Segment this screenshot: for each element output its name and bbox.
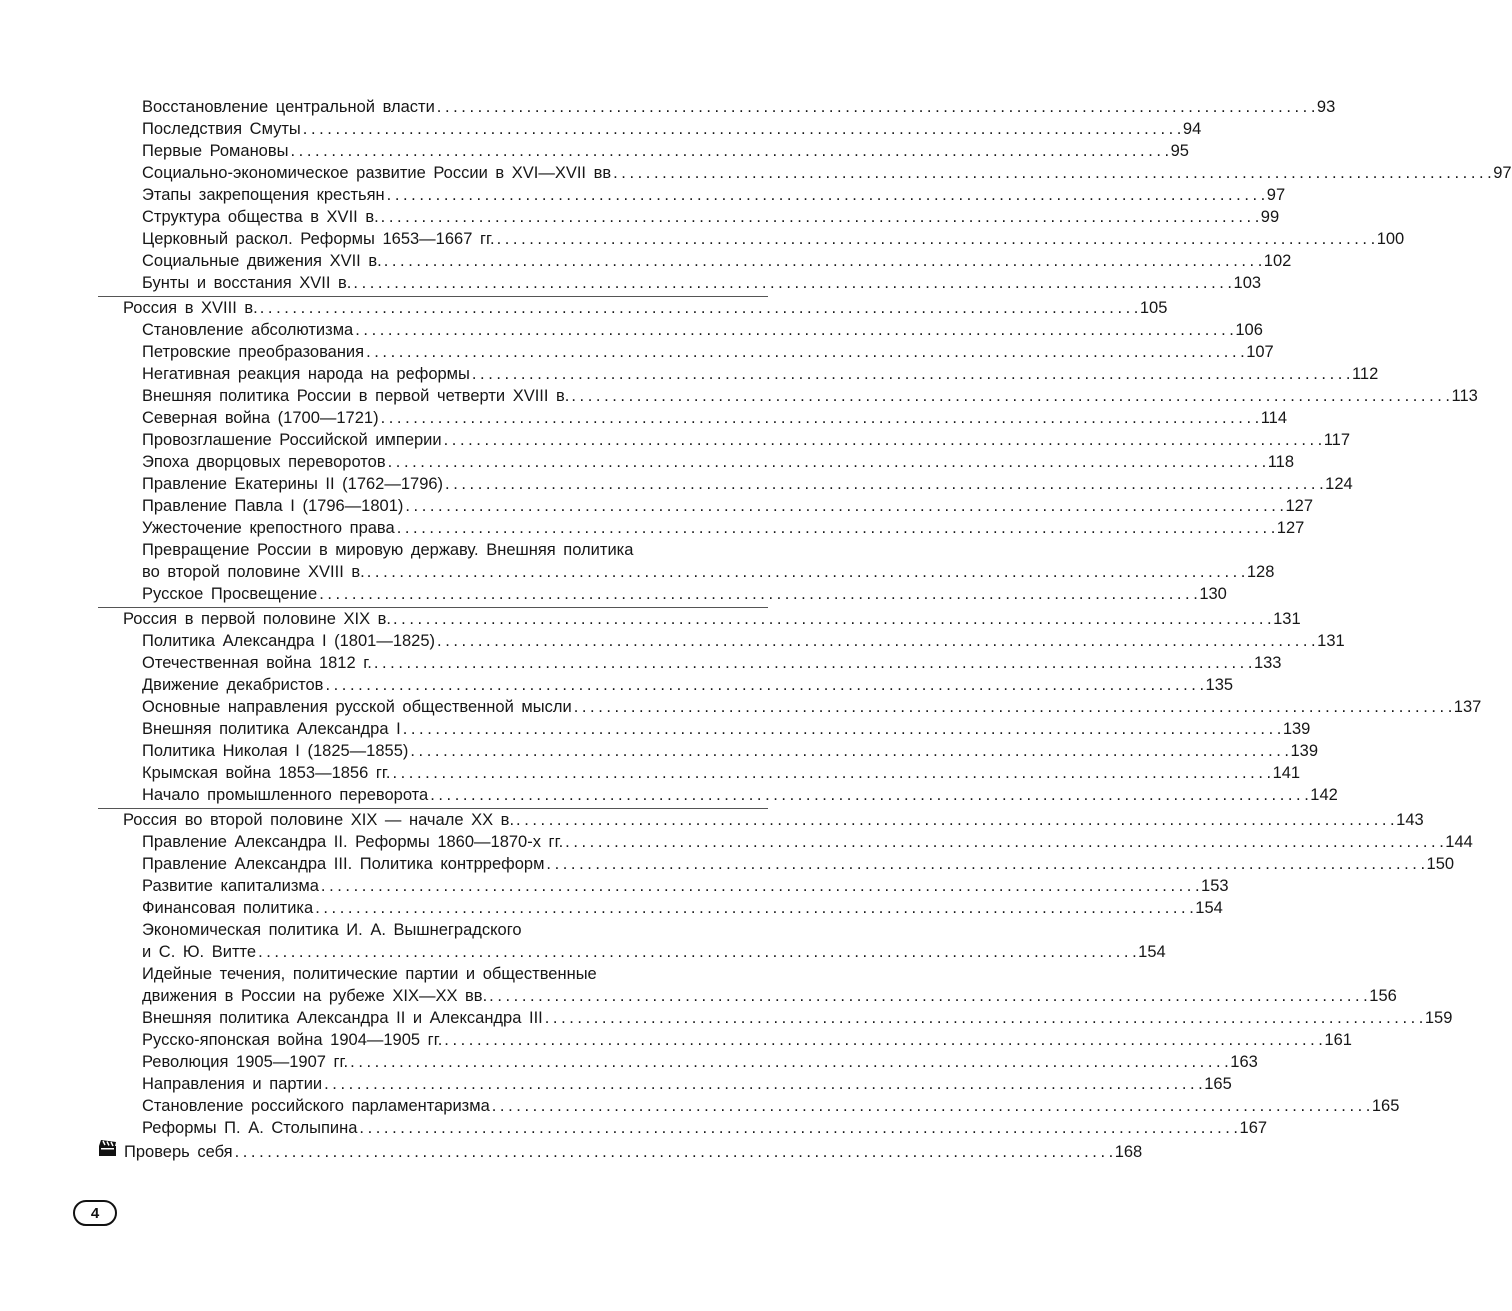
toc-title: Правление Александра III. Политика контрреформ — [142, 855, 545, 873]
toc-title: Внешняя политика Александра II и Александра III — [142, 1009, 543, 1027]
toc-entry[interactable] — [98, 96, 1336, 118]
toc-leader-dots — [391, 608, 1273, 630]
toc-title: Проверь себя — [124, 1143, 233, 1161]
toc-entry[interactable] — [98, 583, 1227, 605]
toc-title: Политика Николая I (1825—1855) — [142, 742, 409, 760]
toc-leader-dots — [611, 162, 1493, 184]
toc-page-number: 127 — [1285, 497, 1314, 515]
toc-entry[interactable] — [98, 652, 1282, 674]
toc-entry[interactable] — [98, 319, 1263, 341]
toc-entry[interactable] — [98, 517, 1305, 539]
toc-leader-dots — [313, 897, 1195, 919]
toc-title: Правление Павла I (1796—1801) — [142, 497, 404, 515]
toc-title: Негативная реакция народа на реформы — [142, 365, 470, 383]
toc-title: Движение декабристов — [142, 676, 324, 694]
toc-leader-dots — [487, 985, 1369, 1007]
toc-title: Церковный раскол. Реформы 1653—1667 гг. — [142, 230, 495, 248]
toc-page-number: 100 — [1376, 230, 1405, 248]
toc-entry[interactable] — [98, 272, 1262, 294]
toc-page-number: 112 — [1351, 365, 1379, 383]
toc-entry[interactable] — [98, 118, 1202, 140]
toc-title: Экономическая политика И. А. Вышнеградского — [142, 921, 522, 939]
toc-entry[interactable] — [98, 853, 1455, 875]
toc-leader-dots — [495, 228, 1377, 250]
toc-page-number: 165 — [1204, 1075, 1232, 1093]
toc-entry[interactable] — [98, 1051, 1258, 1073]
toc-page-number: 105 — [1139, 299, 1168, 317]
toc-leader-dots — [365, 561, 1247, 583]
toc-title: Отечественная война 1812 г. — [142, 654, 372, 672]
toc-page-number: 153 — [1201, 877, 1229, 895]
toc-title: Провозглашение Российской империи — [142, 431, 442, 449]
toc-entry[interactable] — [98, 696, 1482, 718]
toc-page-number: 161 — [1324, 1031, 1352, 1049]
toc-entry[interactable] — [98, 162, 1512, 184]
toc-title: Превращение России в мировую державу. Внешняя политика — [142, 541, 634, 559]
toc-page-number: 127 — [1276, 519, 1305, 537]
toc-leader-dots — [408, 740, 1290, 762]
toc-leader-dots — [301, 118, 1183, 140]
toc-leader-dots — [233, 1141, 1115, 1163]
toc-title: Внешняя политика Александра I — [142, 720, 401, 738]
toc-leader-dots — [443, 473, 1325, 495]
toc-title: Становление абсолютизма — [142, 321, 354, 339]
toc-leader-dots — [442, 1029, 1324, 1051]
toc-entry[interactable] — [98, 1073, 1232, 1095]
toc-title: Первые Романовы — [142, 142, 289, 160]
toc-page-number: 165 — [1371, 1097, 1400, 1115]
toc-page-number: 139 — [1282, 720, 1311, 738]
toc-page-number: 143 — [1396, 811, 1424, 829]
toc-entry[interactable] — [98, 1117, 1268, 1139]
toc-entry[interactable] — [98, 473, 1353, 495]
toc-page-number: 131 — [1273, 610, 1301, 628]
toc-leader-dots — [353, 319, 1235, 341]
toc-entry[interactable] — [98, 963, 768, 985]
toc-leader-dots — [386, 451, 1268, 473]
toc-leader-dots — [543, 1007, 1425, 1029]
toc-title: Политика Александра I (1801—1825) — [142, 632, 436, 650]
toc-page-number: 103 — [1233, 274, 1262, 292]
toc-title: Финансовая политика — [142, 899, 314, 917]
toc-leader-dots — [258, 297, 1140, 319]
toc-entry[interactable] — [98, 250, 1292, 272]
toc-entry[interactable] — [98, 784, 1338, 806]
toc-entry[interactable] — [98, 831, 1473, 853]
toc-page-number: 137 — [1453, 698, 1482, 716]
toc-title: Россия в XVIII в. — [123, 299, 258, 317]
toc-leader-dots — [490, 1095, 1372, 1117]
toc-entry[interactable] — [98, 985, 1397, 1007]
toc-title: Идейные течения, политические партии и общественные — [142, 965, 597, 983]
toc-title: Правление Александра II. Реформы 1860—1870-х гг. — [142, 833, 564, 851]
toc-page-number: 154 — [1195, 899, 1223, 917]
toc-page-number: 131 — [1317, 632, 1345, 650]
toc-page-number: 133 — [1253, 654, 1282, 672]
toc-leader-dots — [351, 272, 1233, 294]
toc-page-number: 97 — [1493, 164, 1512, 182]
toc-page-number: 139 — [1290, 742, 1319, 760]
toc-leader-dots — [379, 206, 1261, 228]
toc-entry[interactable] — [98, 718, 1311, 740]
toc-page-number: 99 — [1260, 208, 1280, 226]
toc-leader-dots — [572, 696, 1454, 718]
toc-title: Этапы закрепощения крестьян — [142, 186, 385, 204]
toc-page-number: 124 — [1325, 475, 1353, 493]
page-number-badge — [73, 1200, 117, 1226]
toc-page-number: 102 — [1263, 252, 1292, 270]
toc-entry[interactable] — [98, 1095, 1400, 1117]
toc-leader-dots — [428, 784, 1310, 806]
toc-page-number: 142 — [1310, 786, 1338, 804]
toc-entry[interactable] — [98, 1029, 1352, 1051]
toc-entry[interactable] — [98, 1007, 1453, 1029]
toc-entry[interactable] — [98, 897, 1223, 919]
toc-entry[interactable] — [98, 740, 1319, 762]
toc-title: Социально-экономическое развитие России в XVI—XVII вв — [142, 164, 612, 182]
toc-page-number: 107 — [1246, 343, 1274, 361]
toc-title: Русско-японская война 1904—1905 гг. — [142, 1031, 443, 1049]
toc-leader-dots — [435, 96, 1317, 118]
toc-leader-dots — [569, 385, 1451, 407]
toc-leader-dots — [442, 429, 1324, 451]
toc-leader-dots — [390, 762, 1272, 784]
toc-page-number: 94 — [1182, 120, 1202, 138]
toc-title: Русское Просвещение — [142, 585, 318, 603]
toc-title: Структура общества в XVII в. — [142, 208, 379, 226]
toc-title: Революция 1905—1907 гг. — [142, 1053, 349, 1071]
toc-page-number: 168 — [1114, 1143, 1143, 1161]
toc-self-check[interactable] — [98, 1139, 1143, 1163]
toc-leader-dots — [435, 630, 1317, 652]
toc-title: Ужесточение крепостного права — [142, 519, 395, 537]
toc-entry[interactable] — [98, 385, 1478, 407]
toc-page-number: 154 — [1138, 943, 1166, 961]
toc-entry[interactable] — [98, 429, 1351, 451]
toc-page-number: 150 — [1426, 855, 1455, 873]
toc-entry[interactable] — [98, 539, 768, 561]
toc-page-number: 97 — [1266, 186, 1286, 204]
toc-title: Восстановление центральной власти — [142, 98, 435, 116]
toc-title: Внешняя политика России в первой четверти XVIII в. — [142, 387, 570, 405]
toc-title: Развитие капитализма — [142, 877, 319, 895]
toc-title: Петровские преобразования — [142, 343, 365, 361]
toc-page-number: 167 — [1239, 1119, 1268, 1137]
toc-title: Начало промышленного переворота — [142, 786, 429, 804]
toc-title: Реформы П. А. Столыпина — [142, 1119, 358, 1137]
toc-entry[interactable] — [98, 674, 1234, 696]
toc-page-number: 113 — [1451, 387, 1478, 405]
toc-leader-dots — [323, 674, 1205, 696]
toc-page-number: 159 — [1424, 1009, 1453, 1027]
toc-title: Становление российского парламентаризма — [142, 1097, 490, 1115]
clapperboard-icon — [98, 1139, 118, 1157]
toc-entry[interactable] — [98, 919, 768, 941]
toc-leader-dots — [382, 250, 1264, 272]
table-of-contents — [98, 96, 1512, 1163]
toc-title: Социальные движения XVII в. — [142, 252, 382, 270]
toc-leader-dots — [348, 1051, 1230, 1073]
toc-leader-dots — [379, 407, 1261, 429]
toc-section[interactable] — [98, 296, 1168, 319]
toc-page-number: 114 — [1260, 409, 1288, 427]
toc-page-number: 156 — [1369, 987, 1397, 1005]
toc-entry[interactable] — [98, 762, 1301, 784]
toc-title: Бунты и восстания XVII в. — [142, 274, 352, 292]
toc-page-number: 141 — [1272, 764, 1301, 782]
toc-entry[interactable] — [98, 630, 1345, 652]
toc-entry[interactable] — [98, 495, 1314, 517]
toc-leader-dots — [563, 831, 1445, 853]
toc-title: во второй половине XVIII в. — [142, 563, 365, 581]
toc-leader-dots — [514, 809, 1396, 831]
toc-leader-dots — [317, 583, 1199, 605]
toc-leader-dots — [372, 652, 1254, 674]
toc-title: и С. Ю. Витте — [142, 943, 257, 961]
toc-section[interactable] — [98, 808, 1424, 831]
toc-entry[interactable] — [98, 407, 1288, 429]
toc-page-number: 130 — [1199, 585, 1227, 603]
toc-title: движения в России на рубеже XIX—XX вв. — [142, 987, 488, 1005]
page-number: 4 — [90, 1204, 100, 1222]
toc-entry[interactable] — [98, 451, 1295, 473]
toc-title: Россия в первой половине XIX в. — [123, 610, 392, 628]
toc-title: Крымская война 1853—1856 гг. — [142, 764, 391, 782]
toc-page-number: 163 — [1230, 1053, 1258, 1071]
toc-entry[interactable] — [98, 341, 1274, 363]
toc-entry[interactable] — [98, 941, 1166, 963]
toc-entry[interactable] — [98, 561, 1275, 583]
toc-leader-dots — [364, 341, 1246, 363]
toc-title: Россия во второй половине XIX — начале XX в. — [123, 811, 515, 829]
toc-page-number: 117 — [1323, 431, 1351, 449]
toc-page-number: 95 — [1170, 142, 1189, 160]
toc-title: Последствия Смуты — [142, 120, 301, 138]
toc-leader-dots — [401, 718, 1283, 740]
toc-leader-dots — [395, 517, 1277, 539]
toc-page-number: 144 — [1445, 833, 1473, 851]
toc-entry[interactable] — [98, 363, 1379, 385]
toc-page-number: 118 — [1267, 453, 1295, 471]
toc-entry[interactable] — [98, 875, 1229, 897]
toc-leader-dots — [544, 853, 1426, 875]
toc-leader-dots — [319, 875, 1201, 897]
toc-leader-dots — [357, 1117, 1239, 1139]
toc-leader-dots — [289, 140, 1171, 162]
toc-entry[interactable] — [98, 184, 1286, 206]
toc-leader-dots — [470, 363, 1352, 385]
toc-page-number: 135 — [1205, 676, 1234, 694]
toc-entry[interactable] — [98, 140, 1189, 162]
toc-title: Эпоха дворцовых переворотов — [142, 453, 386, 471]
toc-page-number: 106 — [1235, 321, 1263, 339]
toc-leader-dots — [256, 941, 1138, 963]
toc-title: Правление Екатерины II (1762—1796) — [142, 475, 444, 493]
toc-page-number: 93 — [1316, 98, 1336, 116]
toc-section[interactable] — [98, 607, 1301, 630]
toc-title: Основные направления русской общественной мысли — [142, 698, 572, 716]
toc-entry[interactable] — [98, 206, 1280, 228]
toc-title: Направления и партии — [142, 1075, 323, 1093]
toc-page-number: 128 — [1246, 563, 1275, 581]
toc-entry[interactable] — [98, 228, 1405, 250]
toc-title: Северная война (1700—1721) — [142, 409, 379, 427]
toc-leader-dots — [385, 184, 1267, 206]
toc-leader-dots — [322, 1073, 1204, 1095]
toc-leader-dots — [403, 495, 1285, 517]
